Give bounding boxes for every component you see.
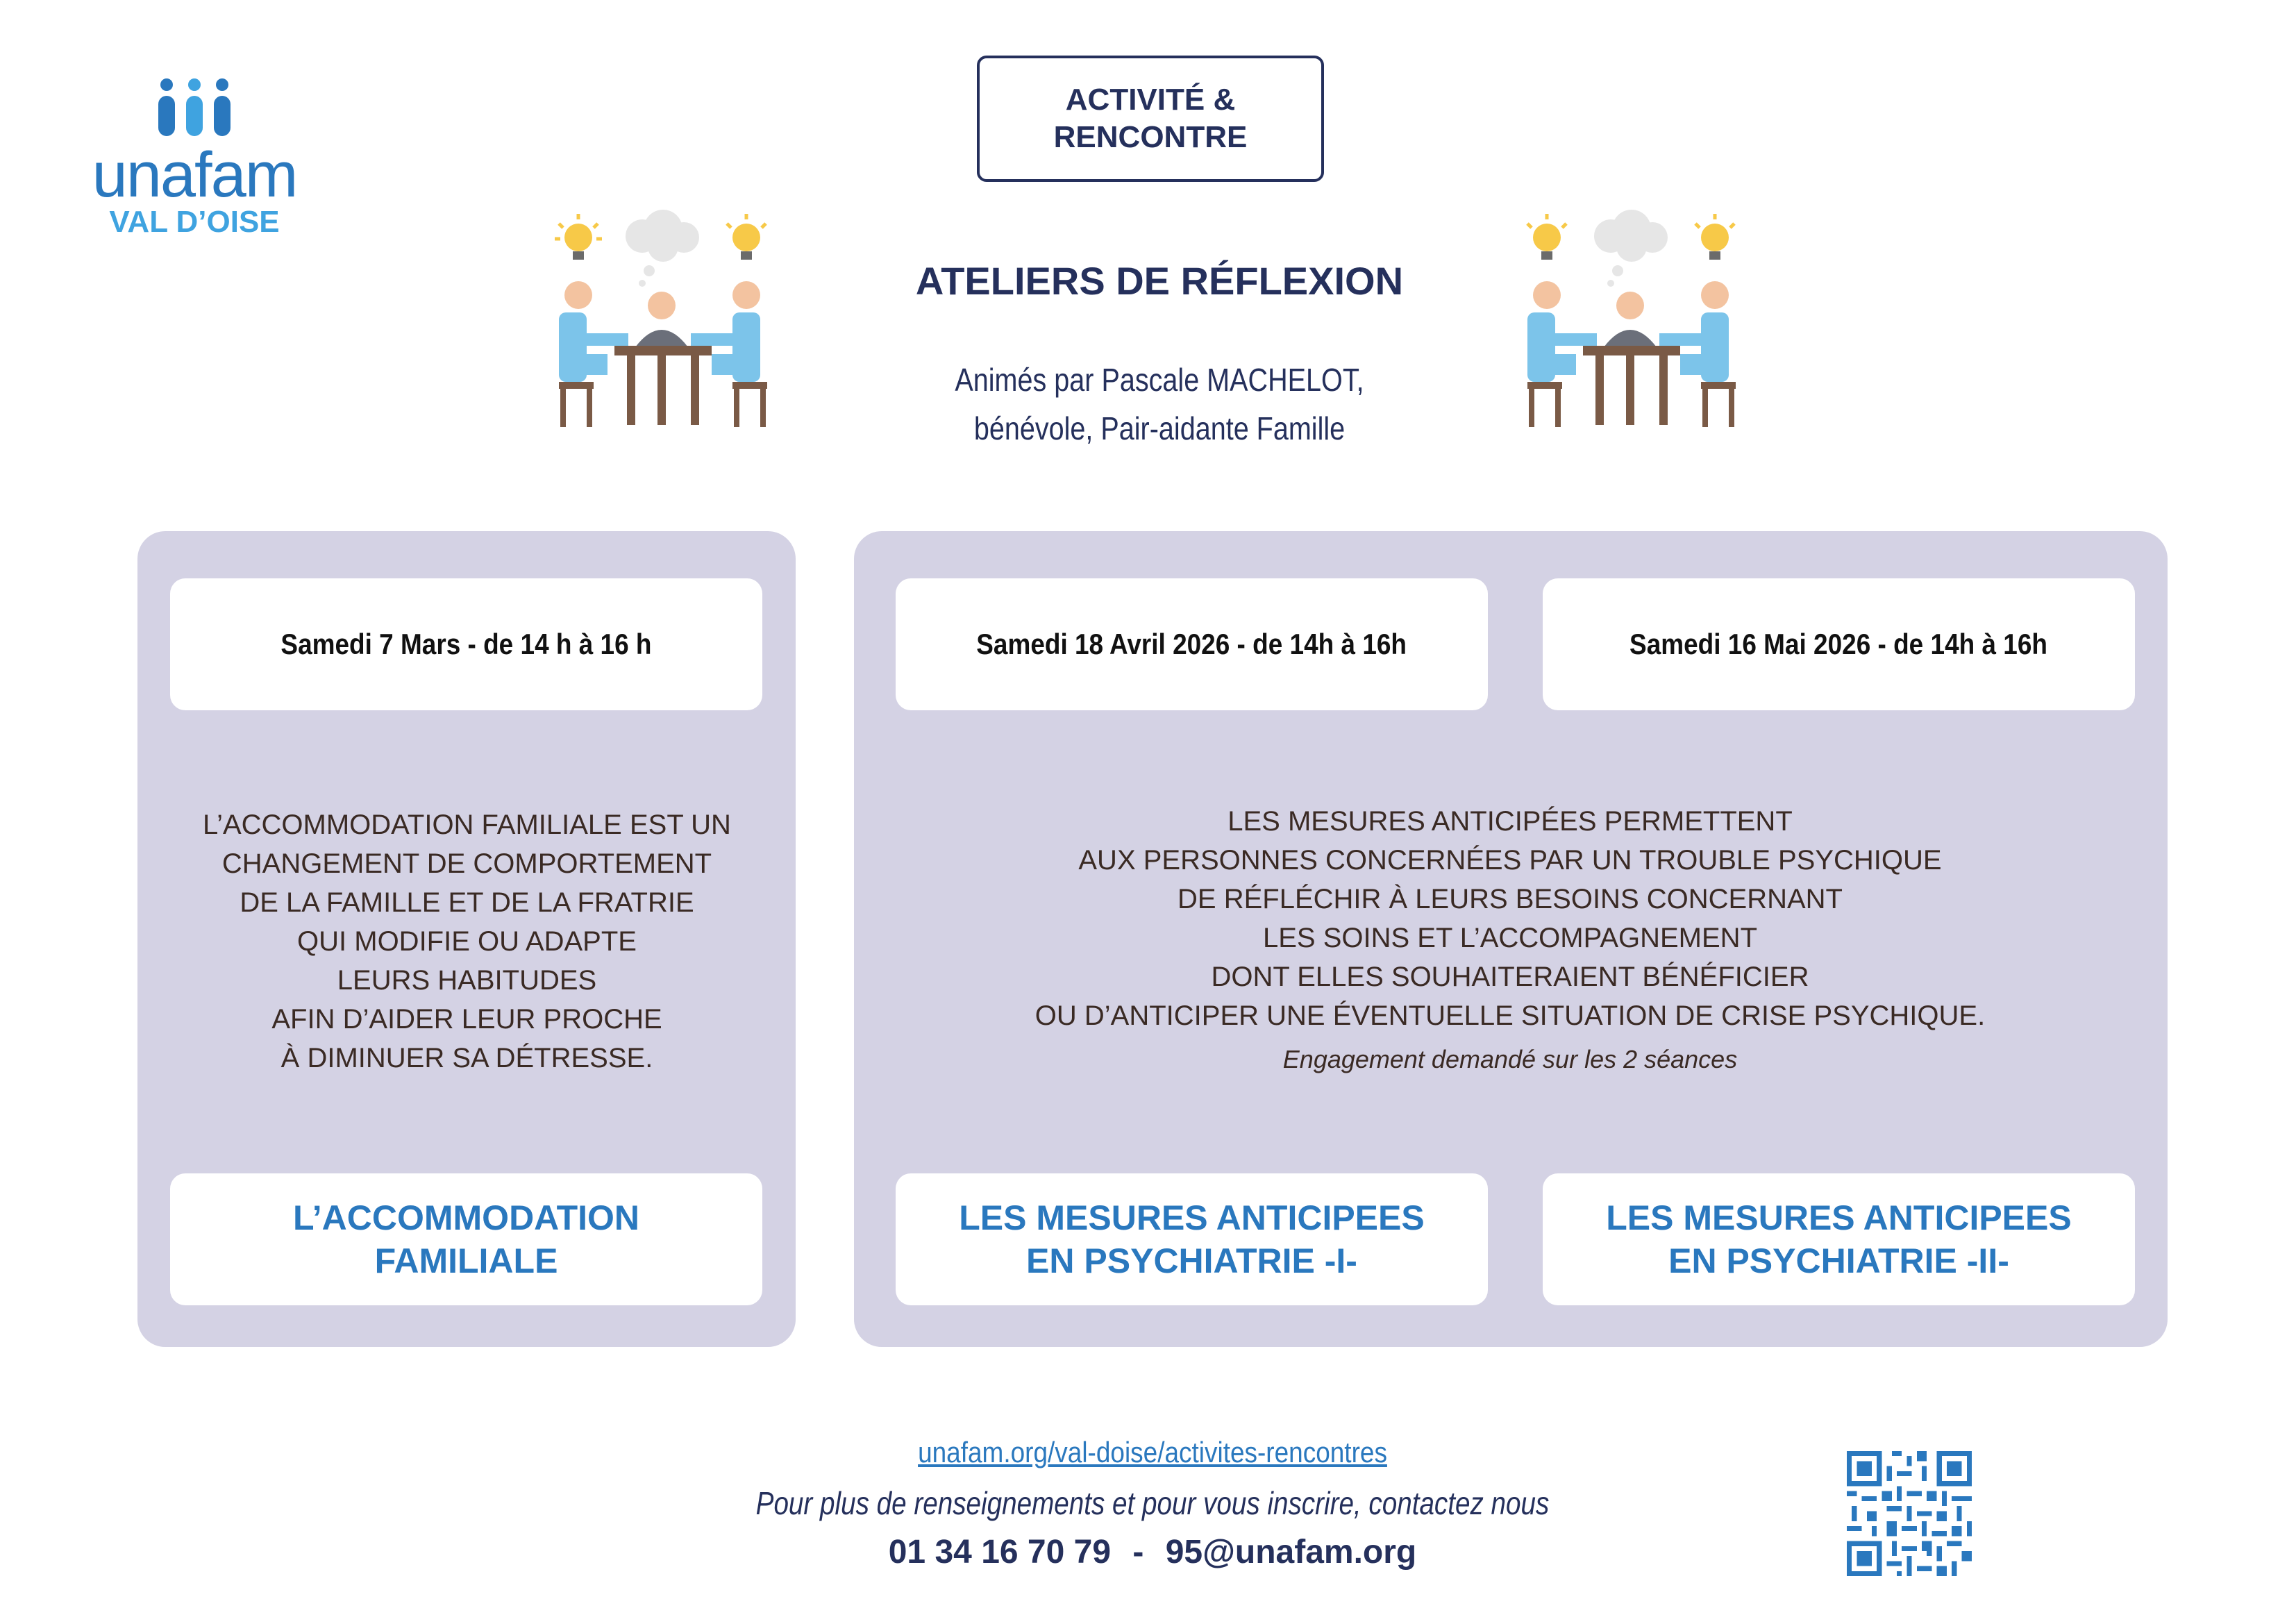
- description-line: AUX PERSONNES CONCERNÉES PAR UN TROUBLE PSYCHIQUE: [1078, 845, 1942, 876]
- description-line: OU D’ANTICIPER UNE ÉVENTUELLE SITUATION DE CRISE PSYCHIQUE.: [1034, 1001, 1986, 1031]
- description-line: CHANGEMENT DE COMPORTEMENT: [221, 848, 712, 879]
- activity-badge: [977, 56, 1324, 182]
- right-description: [868, 802, 2152, 1035]
- logo-wordmark: unafam: [92, 140, 297, 210]
- lightbulb-icon: [727, 214, 766, 260]
- page-subtitle: [879, 355, 1440, 453]
- date-card-left: [170, 578, 762, 710]
- email-address[interactable]: 95@unafam.org: [1165, 1534, 1417, 1571]
- topic-card-right-2: [1543, 1173, 2135, 1305]
- lightbulb-icon: [1695, 214, 1734, 260]
- description-line: QUI MODIFIE OU ADAPTE: [297, 926, 637, 957]
- topic-line-2: FAMILIALE: [374, 1241, 558, 1280]
- lightbulb-icon: [555, 214, 602, 260]
- description-line: DE LA FAMILLE ET DE LA FRATRIE: [240, 887, 694, 918]
- topic-title: [1606, 1196, 2071, 1282]
- info-text: Pour plus de renseignements et pour vous inscrire, contactez nous: [755, 1485, 1550, 1521]
- logo-region: VAL D’OISE: [109, 205, 280, 239]
- people-logo-icon: [153, 76, 236, 139]
- unafam-logo: [83, 76, 297, 243]
- topic-title: [293, 1196, 639, 1282]
- thought-cloud-icon: [626, 210, 699, 287]
- topic-line-2: EN PSYCHIATRIE -II-: [1668, 1241, 2009, 1280]
- topic-line-2: EN PSYCHIATRIE -I-: [1026, 1241, 1357, 1280]
- topic-line-1: LES MESURES ANTICIPEES: [959, 1198, 1425, 1237]
- qr-code-icon[interactable]: [1847, 1451, 1972, 1576]
- left-description: [153, 805, 781, 1078]
- topic-card-right-1: [896, 1173, 1488, 1305]
- description-line: DONT ELLES SOUHAITERAIENT BÉNÉFICIER: [1211, 962, 1809, 992]
- thought-cloud-icon: [1594, 210, 1668, 287]
- description-line: DE RÉFLÉCHIR À LEURS BESOINS CONCERNANT: [1178, 884, 1843, 914]
- activities-link[interactable]: unafam.org/val-doise/activites-rencontres: [918, 1436, 1387, 1468]
- description-line: AFIN D’AIDER LEUR PROCHE: [271, 1004, 662, 1035]
- session-date: Samedi 7 Mars - de 14 h à 16 h: [280, 628, 652, 660]
- date-card-right-2: [1543, 578, 2135, 710]
- description-line: À DIMINUER SA DÉTRESSE.: [280, 1043, 653, 1073]
- session-date: Samedi 18 Avril 2026 - de 14h à 16h: [976, 628, 1407, 660]
- badge-line-2: RENCONTRE: [1053, 120, 1248, 154]
- description-line: LES MESURES ANTICIPÉES PERMETTENT: [1227, 806, 1793, 837]
- topic-line-1: LES MESURES ANTICIPEES: [1606, 1198, 2072, 1237]
- session-date: Samedi 16 Mai 2026 - de 14h à 16h: [1629, 628, 2048, 660]
- topic-card-left: [170, 1173, 762, 1305]
- page-title: ATELIERS DE RÉFLEXION: [915, 259, 1404, 303]
- topic-line-1: L’ACCOMMODATION: [292, 1198, 640, 1237]
- workshop-table-illustration-right: [1514, 208, 1743, 437]
- description-line: LEURS HABITUDES: [337, 965, 597, 996]
- contact-line: [764, 1533, 1541, 1571]
- contact-separator: -: [1132, 1534, 1144, 1571]
- description-line: LES SOINS ET L’ACCOMPAGNEMENT: [1262, 923, 1757, 953]
- phone-number: 01 34 16 70 79: [888, 1534, 1112, 1571]
- topic-title: [959, 1196, 1424, 1282]
- engagement-note: Engagement demandé sur les 2 séances: [1282, 1045, 1738, 1073]
- date-card-right-1: [896, 578, 1488, 710]
- lightbulb-icon: [1527, 214, 1566, 260]
- workshop-table-illustration-left: [545, 208, 774, 437]
- description-line: L’ACCOMMODATION FAMILIALE EST UN: [203, 810, 731, 840]
- subtitle-line-1: Animés par Pascale MACHELOT,: [955, 362, 1364, 398]
- badge-line-1: ACTIVITÉ &: [1065, 83, 1236, 117]
- subtitle-line-2: bénévole, Pair-aidante Famille: [973, 410, 1346, 446]
